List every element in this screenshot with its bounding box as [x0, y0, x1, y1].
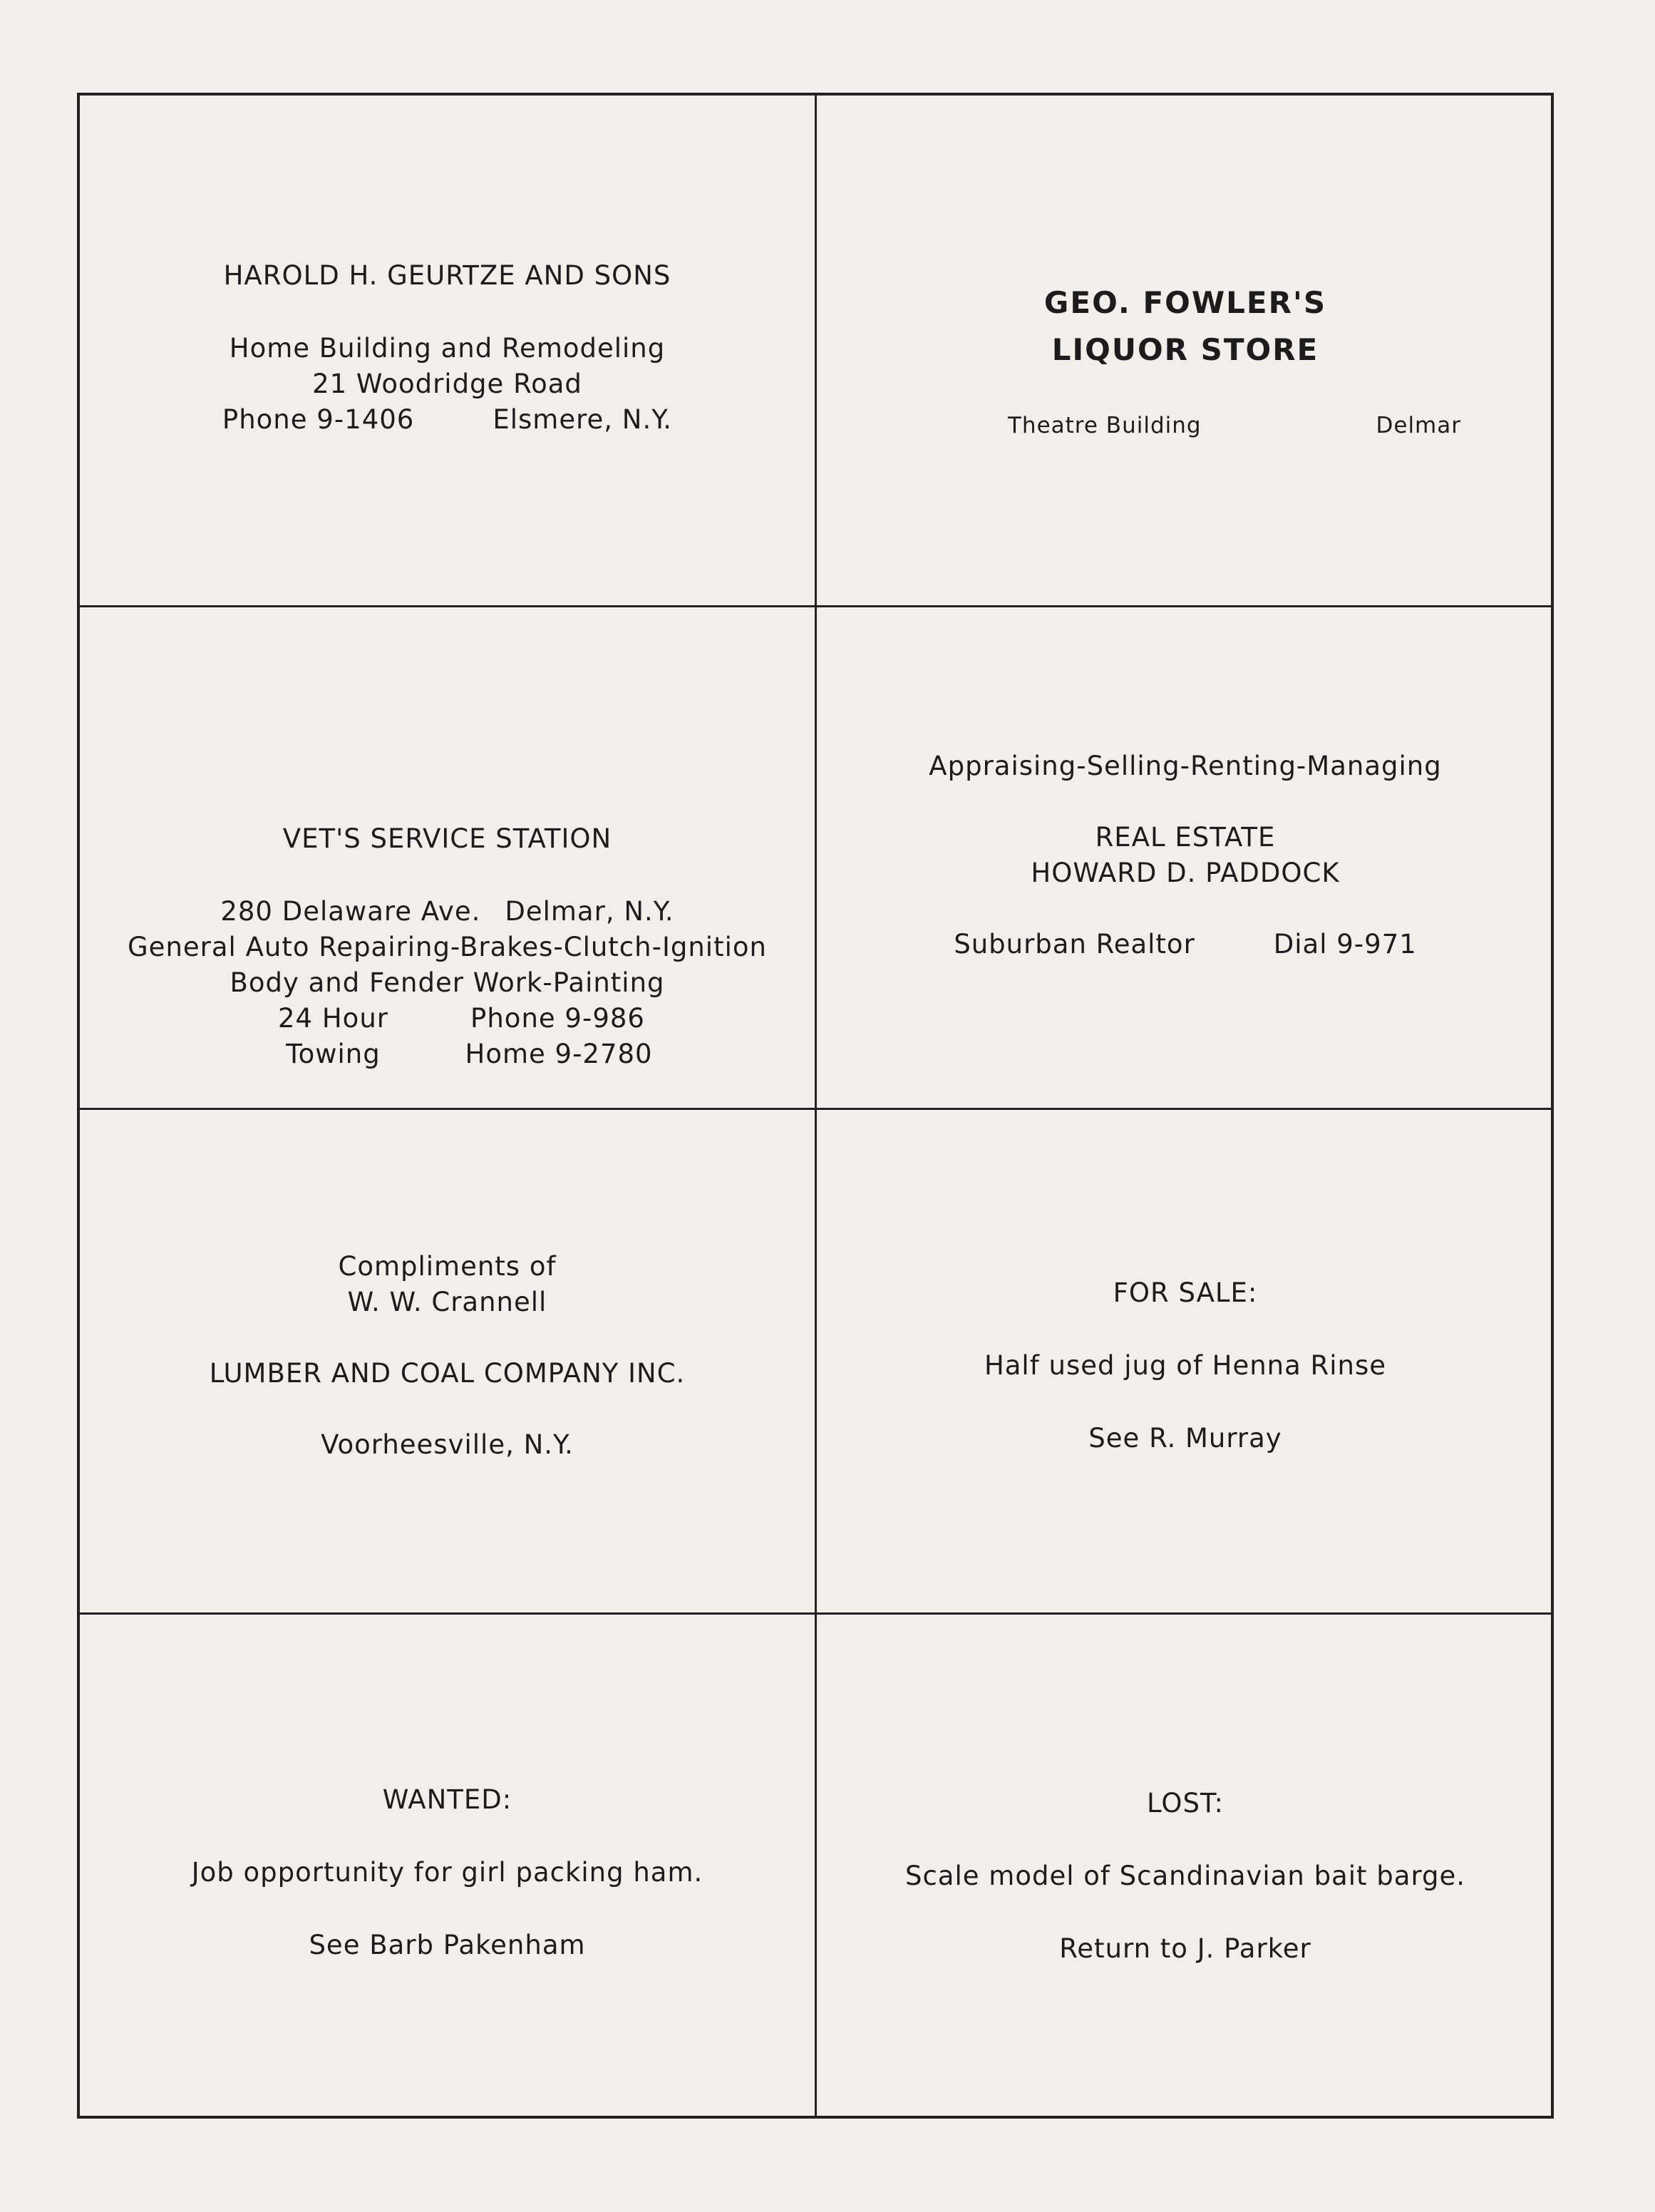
ad-lost: [817, 1615, 1554, 2119]
ad-vets-name: VET'S SERVICE STATION: [282, 823, 612, 854]
ad-paddock: [817, 607, 1554, 1108]
ad-geurtze-name: HAROLD H. GEURTZE AND SONS: [223, 260, 671, 291]
ad-vets-towing-line1: 24 Hour: [278, 1003, 388, 1034]
ad-grid: [77, 93, 1554, 2119]
ad-vets-phone: Phone 9-986: [470, 1003, 645, 1034]
ad-fowler-name-line1: GEO. FOWLER'S: [1043, 285, 1327, 320]
ad-lost-item: Scale model of Scandinavian bait barge.: [904, 1861, 1466, 1891]
ad-paddock-dial: Dial 9-971: [1273, 929, 1417, 960]
ad-geurtze-address: 21 Woodridge Road: [312, 369, 582, 399]
ad-paddock-services: Appraising-Selling-Renting-Managing: [929, 751, 1442, 781]
ad-for-sale: [817, 1110, 1554, 1612]
ad-vets-home: Home 9-2780: [465, 1039, 653, 1069]
ad-lost-contact: Return to J. Parker: [1059, 1933, 1311, 1964]
ad-wanted: [80, 1615, 815, 2119]
ad-for-sale-contact: See R. Murray: [1088, 1423, 1282, 1454]
ad-lost-heading: LOST:: [1147, 1788, 1224, 1819]
ad-wanted-heading: WANTED:: [382, 1784, 512, 1815]
ad-crannell-town: Voorheesville, N.Y.: [321, 1429, 574, 1460]
ad-vets-services-1: General Auto Repairing-Brakes-Clutch-Ignition: [128, 932, 767, 962]
ad-geurtze-service: Home Building and Remodeling: [229, 333, 666, 364]
ad-fowler-name-line2: LIQUOR STORE: [1051, 332, 1319, 367]
ad-crannell-compliments: Compliments of: [338, 1251, 557, 1282]
ad-vets-town: Delmar, N.Y.: [505, 896, 674, 927]
ad-fowler-location: Theatre Building: [1008, 413, 1202, 438]
ad-for-sale-heading: FOR SALE:: [1113, 1277, 1258, 1308]
ad-geurtze: [80, 96, 815, 605]
ad-crannell-company: LUMBER AND COAL COMPANY INC.: [209, 1358, 686, 1389]
ad-wanted-item: Job opportunity for girl packing ham.: [191, 1857, 703, 1888]
ad-wanted-contact: See Barb Pakenham: [309, 1930, 586, 1960]
ad-crannell: [80, 1110, 815, 1612]
ad-paddock-name: HOWARD D. PADDOCK: [1031, 858, 1340, 888]
ad-vets-towing-line2: Towing: [286, 1039, 381, 1069]
ad-geurtze-phone: Phone 9-1406: [222, 404, 415, 435]
ad-fowler-town: Delmar: [1376, 413, 1461, 438]
ad-vets-services-2: Body and Fender Work-Painting: [230, 967, 665, 998]
ad-crannell-person: W. W. Crannell: [347, 1287, 547, 1317]
ad-paddock-category: REAL ESTATE: [1095, 822, 1276, 853]
ad-for-sale-item: Half used jug of Henna Rinse: [984, 1350, 1387, 1381]
ad-vets: [80, 607, 815, 1108]
ad-vets-address: 280 Delaware Ave.: [220, 896, 481, 927]
ad-paddock-title: Suburban Realtor: [954, 929, 1195, 960]
ad-geurtze-town: Elsmere, N.Y.: [493, 404, 673, 435]
ad-fowler: [817, 96, 1554, 605]
